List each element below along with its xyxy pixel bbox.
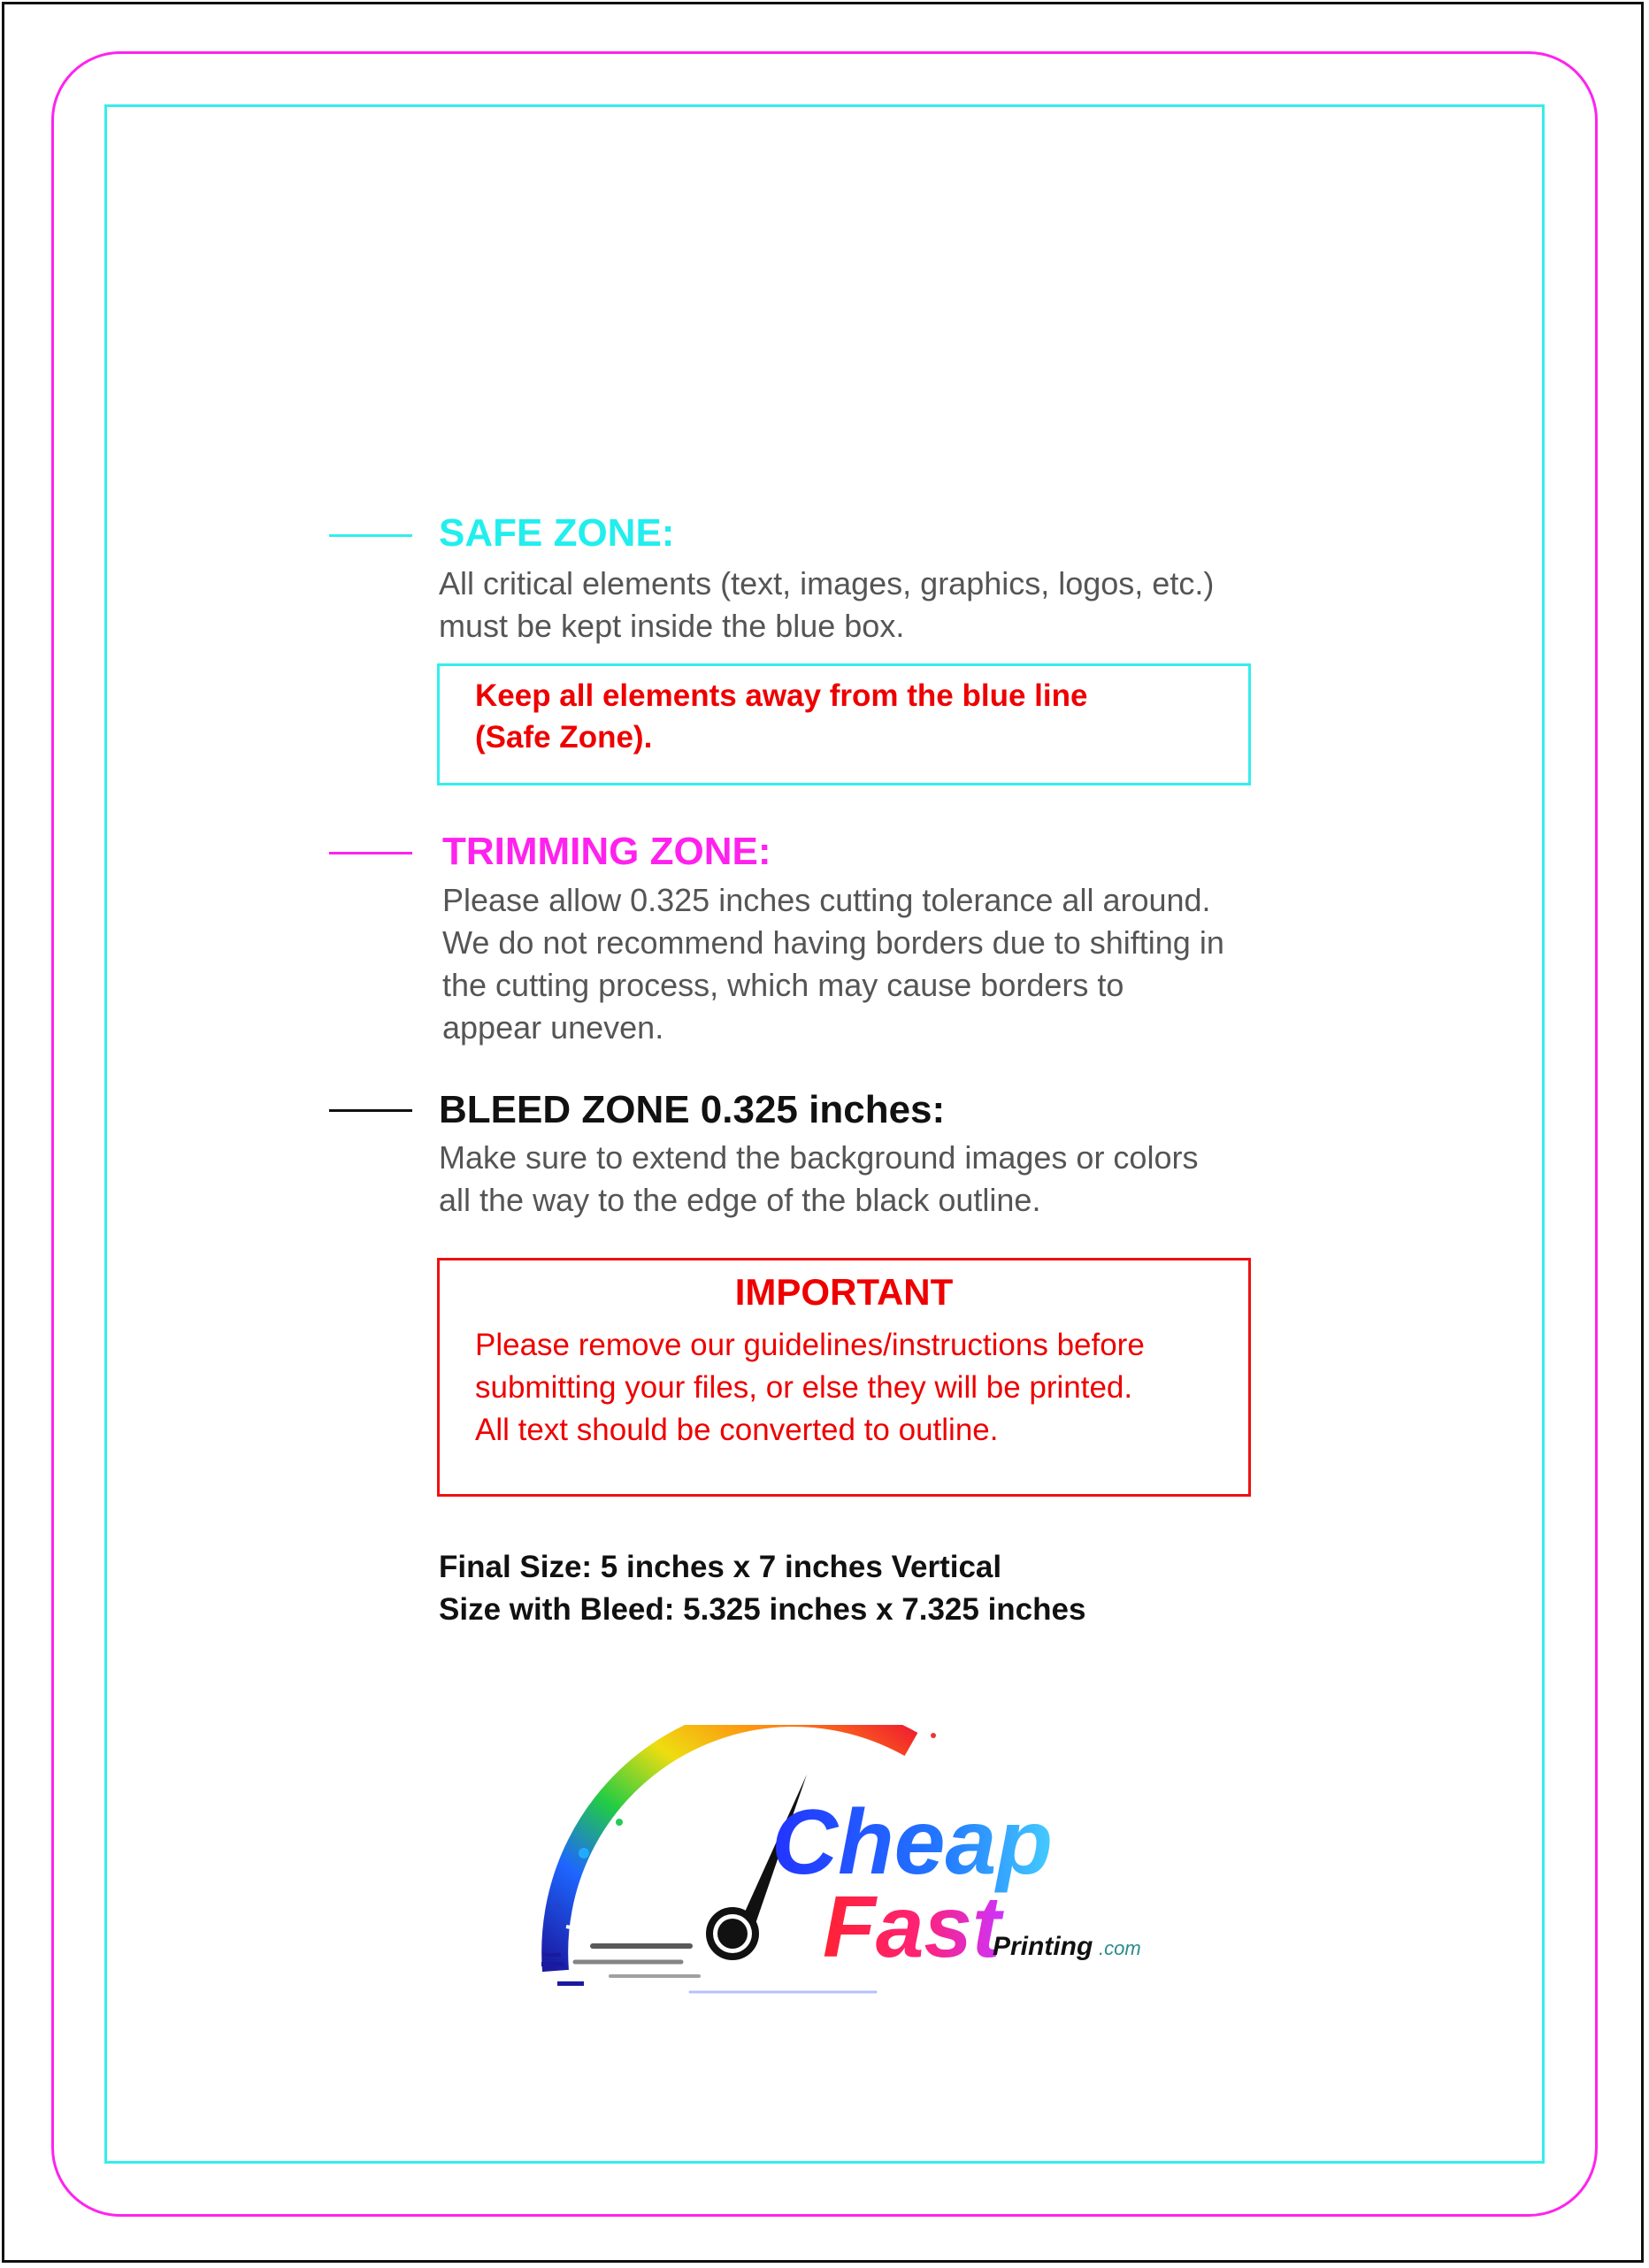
bleed-zone-legend-line bbox=[329, 1109, 412, 1112]
important-line-1: Please remove our guidelines/instructions before bbox=[475, 1328, 1145, 1362]
safe-zone-line-1: All critical elements (text, images, graphics, logos, etc.) bbox=[439, 565, 1215, 601]
important-line-2: submitting your files, or else they will be printed. bbox=[475, 1370, 1133, 1405]
bleed-zone-heading: BLEED ZONE 0.325 inches: bbox=[439, 1088, 946, 1131]
final-size: Final Size: 5 inches x 7 inches Vertical bbox=[439, 1550, 1002, 1584]
important-box bbox=[437, 1258, 1251, 1497]
safe-zone-line-2: must be kept inside the blue box. bbox=[439, 608, 905, 644]
safe-zone-legend-line bbox=[329, 534, 412, 537]
bleed-zone-line-2: all the way to the edge of the black outline. bbox=[439, 1182, 1041, 1218]
trimming-zone-line-4: appear uneven. bbox=[442, 1009, 664, 1046]
size-with-bleed: Size with Bleed: 5.325 inches x 7.325 inches bbox=[439, 1592, 1086, 1627]
logo-word-printing: Printing bbox=[993, 1932, 1093, 1961]
important-title: IMPORTANT bbox=[734, 1271, 954, 1313]
logo-word-cheap: Cheap bbox=[771, 1791, 1053, 1894]
trimming-zone-line-3: the cutting process, which may cause borders to bbox=[442, 967, 1124, 1003]
size-info bbox=[439, 1546, 1085, 1631]
bleed-zone-line-1: Make sure to extend the background images or colors bbox=[439, 1139, 1199, 1176]
logo-suffix-com: .com bbox=[1099, 1937, 1141, 1959]
gauge-hub-center bbox=[717, 1919, 748, 1949]
bleed-zone-description bbox=[439, 1137, 1198, 1222]
trimming-zone-line-1: Please allow 0.325 inches cutting tolerance all around. bbox=[442, 882, 1211, 918]
trimming-zone-description bbox=[442, 879, 1224, 1049]
safe-zone-note-box bbox=[437, 663, 1251, 785]
trimming-zone-heading: TRIMMING ZONE: bbox=[442, 830, 771, 873]
cheapfastprinting-logo bbox=[531, 1725, 1168, 2008]
safe-zone-note-line-1: Keep all elements away from the blue line bbox=[475, 678, 1088, 713]
important-text bbox=[475, 1324, 1145, 1452]
safe-zone-note bbox=[475, 675, 1087, 758]
logo-word-fast: Fast bbox=[823, 1878, 1001, 1975]
safe-zone-heading: SAFE ZONE: bbox=[439, 511, 675, 555]
important-line-3: All text should be converted to outline. bbox=[475, 1413, 999, 1447]
trimming-zone-legend-line bbox=[329, 852, 412, 854]
safe-zone-note-line-2: (Safe Zone). bbox=[475, 720, 653, 755]
safe-zone-description bbox=[439, 563, 1214, 647]
trimming-zone-line-2: We do not recommend having borders due to shifting in bbox=[442, 924, 1224, 961]
